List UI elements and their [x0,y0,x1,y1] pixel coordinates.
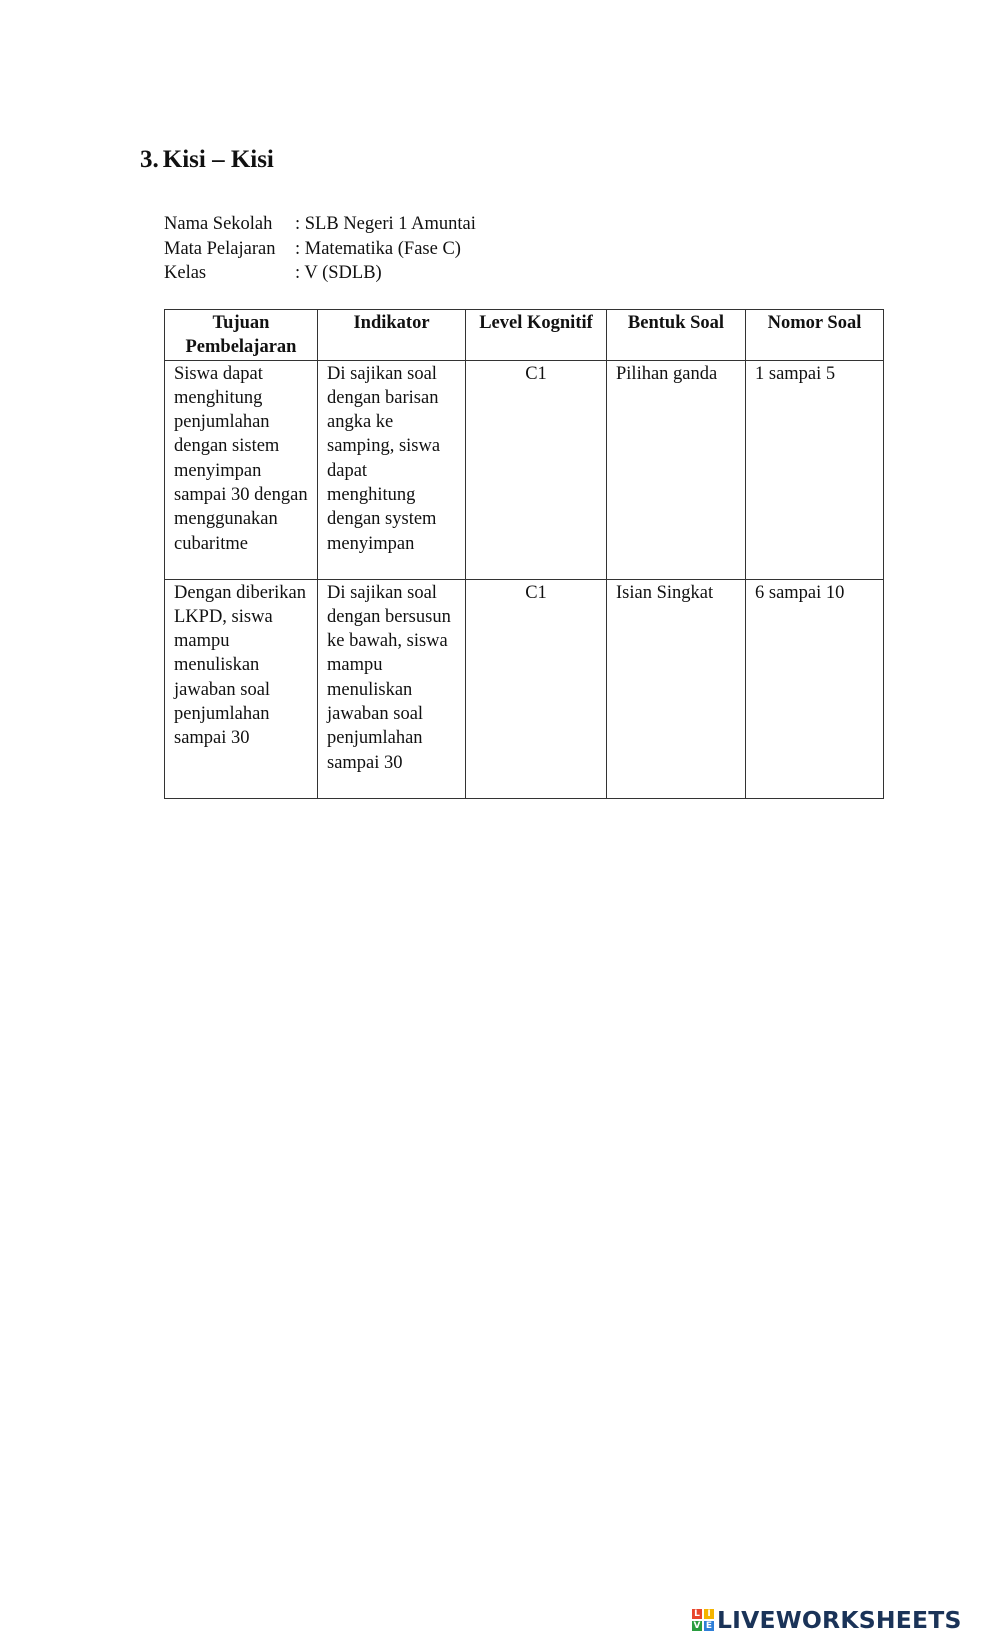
info-label: Mata Pelajaran [164,238,276,259]
logo-tile: E [705,1621,713,1631]
logo-tile: L [692,1609,702,1619]
header-bentuk-soal: Bentuk Soal [607,310,746,361]
info-value: : V (SDLB) [295,263,382,283]
cell-indikator: Di sajikan soal dengan bersusun ke bawah, siswa mampu menuliskan jawaban soal penjumlahan sampai 30 [318,579,466,798]
table-row [165,579,884,798]
section-heading [140,146,274,174]
cell-tujuan: Dengan diberikan LKPD, siswa mampu menuliskan jawaban soal penjumlahan sampai 30 [165,579,318,798]
info-row-subject [164,237,476,262]
cell-indikator: Di sajikan soal dengan barisan angka ke samping, siswa dapat menghitung dengan system menyimpan [318,360,466,579]
table-header-row [165,310,884,361]
info-value: : SLB Negeri 1 Amuntai [295,214,476,234]
table-row [165,360,884,579]
info-label: Kelas [164,263,207,283]
cell-nomor-soal: 1 sampai 5 [746,360,884,579]
logo-tile: V [693,1621,701,1631]
header-nomor-soal: Nomor Soal [746,310,884,361]
cell-nomor-soal: 6 sampai 10 [746,579,884,798]
cell-tujuan: Siswa dapat menghitung penjumlahan dengan sistem menyimpan sampai 30 dengan menggunakan cubaritme [165,360,318,579]
cell-bentuk-soal: Isian Singkat [607,579,746,798]
school-info [164,212,476,286]
liveworksheets-logo-icon [692,1609,714,1631]
cell-level-kognitif: C1 [466,360,607,579]
info-label: Nama Sekolah [164,214,273,234]
info-value: : Matematika (Fase C) [295,238,461,259]
header-level-kognitif: Level Kognitif [466,310,607,361]
cell-level-kognitif: C1 [466,579,607,798]
info-row-school [164,212,476,237]
kisi-table [164,309,884,799]
liveworksheets-brand[interactable] [692,1606,962,1634]
section-number: 3. [140,146,159,173]
header-indikator: Indikator [318,310,466,361]
brand-name: LIVEWORKSHEETS [717,1606,962,1634]
logo-tile: I [704,1609,714,1619]
info-row-class [164,261,476,286]
section-title: Kisi – Kisi [162,146,274,173]
header-tujuan: Tujuan Pembelajaran [165,310,318,361]
cell-bentuk-soal: Pilihan ganda [607,360,746,579]
